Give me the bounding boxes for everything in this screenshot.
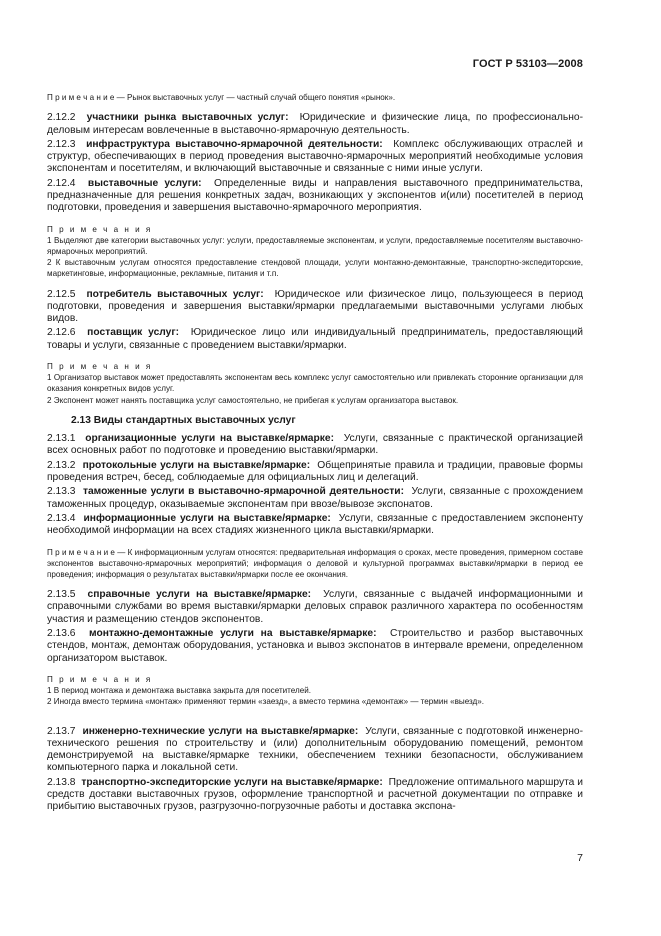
term-number: 2.12.5	[47, 288, 76, 300]
definition-text: Комплекс обслуживающих отраслей и структур, обеспечивающих в период проведения выставочно-ярмарочных мероприятий необходимые условия экспонентам и посетителям, и включающий выставочные и связанные с ними иные услуги.	[47, 138, 583, 175]
spacer	[47, 538, 583, 547]
spacer	[47, 717, 583, 726]
term-definition	[47, 433, 583, 458]
definition-text: Общепринятые правила и традиции, правовые формы проведения встреч, бесед, соблюдаемые для официальных лиц и делегаций.	[47, 459, 583, 484]
note-text: 2 К выставочным услугам относятся предоставление стендовой площади, услуги монтажно-демонтажные, транспортно-экспедиторские, маркетинговые, информационные, рекламные, питания и т.п.	[47, 258, 583, 279]
term-name: участники рынка выставочных услуг:	[86, 112, 289, 124]
term-number: 2.13.4	[47, 512, 76, 524]
term-definition	[47, 513, 583, 538]
definition-text: Предложение оптимального маршрута и средств доставки выставочных грузов, оформление транспортной и расчетной документации по отправке и прибытию выставочных грузов, разгрузочно-погрузочные работы и доставка экспона-	[47, 776, 584, 813]
term-definition	[47, 327, 583, 352]
term-name: организационные услуги на выставке/ярмарке:	[85, 433, 334, 445]
term-name: протокольные услуги на выставке/ярмарке:	[82, 459, 311, 471]
spacer	[47, 280, 583, 289]
definition-text: Юридическое лицо или индивидуальный предприниматель, предоставляющий товары и услуги, связанные с проведением выставки/ярмарки.	[47, 327, 583, 351]
term-definition	[47, 486, 583, 511]
definition-text: Услуги, связанные с практической организацией всех основных работ по подготовке и проведению выставки/ярмарки.	[47, 433, 583, 457]
note-text: П р и м е ч а н и е — Рынок выставочных услуг — частный случай общего понятия «рынок».	[47, 93, 396, 102]
spacer	[47, 665, 583, 674]
note-text: 1 Выделяют две категории выставочных услуг: услуги, предоставляемые экспонентам, и услуги, предоставляемые посетителям выставочно-ярмарочных мероприятий.	[47, 235, 583, 256]
term-definition	[47, 460, 583, 485]
section-heading: 2.13 Виды стандартных выставочных услуг	[71, 414, 296, 426]
term-name: инженерно-технические услуги на выставке/ярмарке:	[82, 725, 359, 737]
term-name: монтажно-демонтажные услуги на выставке/ярмарке:	[89, 628, 377, 640]
term-name: инфраструктура выставочно-ярмарочной деятельности:	[86, 138, 383, 150]
spacer	[47, 580, 583, 589]
term-name: транспортно-экспедиторские услуги на выставке/ярмарке:	[81, 776, 383, 788]
term-definition	[47, 628, 583, 665]
term-name: информационные услуги на выставке/ярмарке:	[83, 512, 331, 524]
term-number: 2.13.6	[47, 628, 76, 640]
term-number: 2.12.3	[47, 138, 76, 150]
definition-text: Юридическое или физическое лицо, пользующееся в период подготовки, проведения и завершения выставки/ярмарки предлагаемыми выставочными услугами любых видов.	[47, 288, 584, 325]
note-text: 2 Иногда вместо термина «монтаж» применяют термин «заезд», а вместо термина «демонтаж» — термин «выезд».	[47, 697, 485, 707]
notes-heading: П р и м е ч а н и я	[47, 674, 153, 684]
term-definition	[47, 289, 583, 326]
note-text: 1 Организатор выставок может предоставлять экспонентам весь комплекс услуг самостоятельно или привлекать сторонние организации для оказания конкретных видов услуг.	[47, 373, 583, 394]
term-name: выставочные услуги:	[87, 177, 202, 189]
definition-text: Услуги, связанные с подготовкой инженерно-технического решения по строительству и (или) дополнительным оборудованию помещений, ремонтом демонстрируемой на выставке/ярмарке техники, обеспечением техники безопасности, обслуживанием компьютерного парка и локальной сети.	[47, 725, 583, 774]
page-number: 7	[577, 852, 583, 864]
term-name: справочные услуги на выставке/ярмарке:	[87, 589, 312, 601]
term-number: 2.13.8	[47, 776, 76, 788]
definition-text: Строительство и разбор выставочных стендов, монтаж, демонтаж оборудования, установка и вывоз экспонатов в интервале времени, определенном организатором выставок.	[47, 628, 583, 664]
spacer	[47, 215, 583, 224]
notes-heading: П р и м е ч а н и я	[47, 362, 153, 372]
term-name: поставщик услуг:	[87, 327, 180, 339]
term-number: 2.13.5	[47, 589, 76, 601]
term-number: 2.13.2	[47, 459, 76, 471]
definition-text: Услуги, связанные с предоставлением экспоненту необходимой информации на всех стадиях жизненного цикла выставки/ярмарки.	[47, 512, 583, 537]
spacer	[47, 708, 583, 717]
spacer	[47, 352, 583, 361]
spacer	[47, 103, 583, 112]
term-name: таможенные услуги в выставочно-ярмарочной деятельности:	[82, 486, 405, 498]
term-definition	[47, 777, 583, 814]
definition-text: Услуги, связанные с прохождением таможенных процедур, оказываемые экспонентам при ввозе/вывозе экспонатов.	[47, 486, 583, 510]
term-definition	[47, 726, 583, 775]
spacer	[47, 406, 583, 411]
term-name: потребитель выставочных услуг:	[86, 288, 264, 300]
term-number: 2.12.6	[47, 327, 76, 339]
term-number: 2.13.1	[47, 433, 76, 445]
term-definition	[47, 178, 583, 215]
term-number: 2.13.7	[47, 725, 76, 737]
note-text: П р и м е ч а н и е — К информационным услугам относятся: предварительная информация о сроках, месте проведения, примерном составе экспонентов выставочно-ярмарочных мероприятий; информация о деловой и культурной программах выставки/ярмарки в период ее проведения; информация о результатах выставки/ярмарки после ее окончания.	[47, 547, 583, 579]
page-content	[47, 92, 583, 814]
definition-text: Юридические и физические лица, по профессионально-деловым интересам вовлеченные в выставочно-ярмарочную деятельность.	[47, 112, 583, 136]
term-definition	[47, 112, 583, 137]
note-text: 2 Экспонент может нанять поставщика услуг самостоятельно, не прибегая к услугам организатора выставок.	[47, 395, 459, 405]
term-number: 2.13.3	[47, 486, 76, 498]
term-definition	[47, 139, 583, 176]
term-number: 2.12.4	[47, 177, 76, 189]
document-id-header: ГОСТ Р 53103—2008	[472, 58, 583, 70]
definition-text: Услуги, связанные с выдачей информационными и справочными службами во время выставки/ярмарки деловых справок различного характера по особенностям участия и размещению стендов экспонентов.	[47, 589, 583, 625]
note-text: 1 В период монтажа и демонтажа выставка закрыта для посетителей.	[47, 686, 312, 696]
term-definition	[47, 589, 583, 626]
definition-text: Определенные виды и направления выставочного предпринимательства, предназначенные для решения конкретных задач, возникающих у экспонентов и(или) посетителей в период подготовки, проведения и завершения выставочно-ярмарочного мероприятия.	[47, 177, 583, 214]
notes-heading: П р и м е ч а н и я	[47, 224, 153, 234]
term-number: 2.12.2	[47, 112, 76, 124]
